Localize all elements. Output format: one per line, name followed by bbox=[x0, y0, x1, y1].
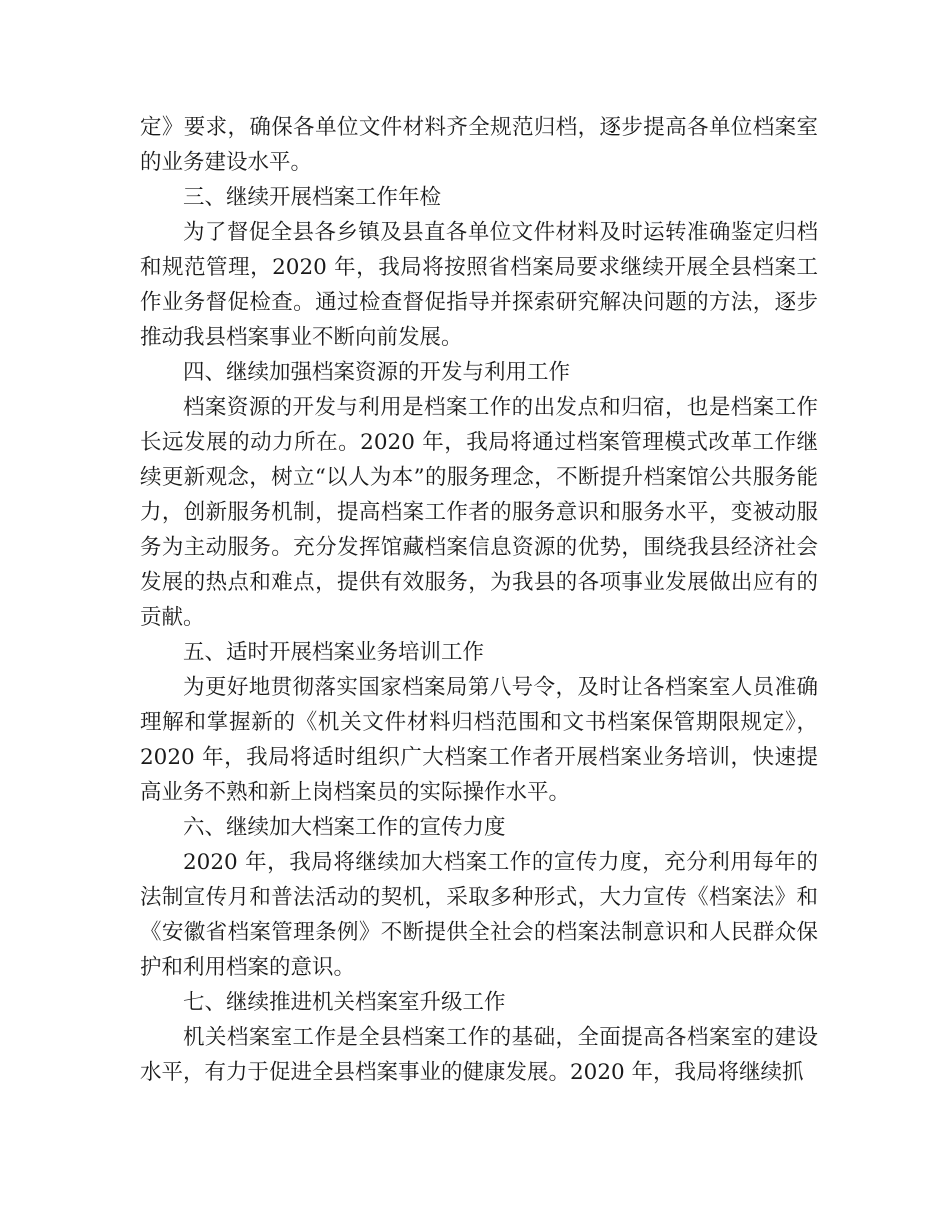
section-heading-7: 七、继续推进机关档案室升级工作 bbox=[183, 990, 506, 1015]
section-heading-5: 五、适时开展档案业务培训工作 bbox=[183, 640, 485, 665]
paragraph: 机关档案室工作是全县档案工作的基础，全面提高各档案室的建设水平，有力于促进全县档案事业的健康发展。2020 年，我局将继续抓 bbox=[140, 1025, 818, 1085]
paragraph: 为了督促全县各乡镇及县直各单位文件材料及时运转准确鉴定归档和规范管理，2020 年，我局将按照省档案局要求继续开展全县档案工作业务督促检查。通过检查督促指导并探索研究解决问题的方法，逐步推动我县档案事业不断向前发展。 bbox=[140, 220, 818, 350]
section-heading-6: 六、继续加大档案工作的宣传力度 bbox=[183, 815, 506, 840]
document-body bbox=[140, 110, 818, 1090]
paragraph: 为更好地贯彻落实国家档案局第八号令，及时让各档案室人员准确理解和掌握新的《机关文件材料归档范围和文书档案保管期限规定》，2020 年，我局将适时组织广大档案工作者开展档案业务培训，快速提高业务不熟和新上岗档案员的实际操作水平。 bbox=[140, 675, 818, 805]
paragraph: 2020 年，我局将继续加大档案工作的宣传力度，充分利用每年的法制宣传月和普法活动的契机，采取多种形式，大力宣传《档案法》和《安徽省档案管理条例》不断提供全社会的档案法制意识和人民群众保护和利用档案的意识。 bbox=[140, 850, 818, 980]
paragraph-continued: 定》要求，确保各单位文件材料齐全规范归档，逐步提高各单位档案室的业务建设水平。 bbox=[140, 115, 818, 175]
section-heading-4: 四、继续加强档案资源的开发与利用工作 bbox=[183, 360, 571, 385]
paragraph: 档案资源的开发与利用是档案工作的出发点和归宿，也是档案工作长远发展的动力所在。2020 年，我局将通过档案管理模式改革工作继续更新观念，树立“以人为本”的服务理念，不断提升档案馆公共服务能力，创新服务机制，提高档案工作者的服务意识和服务水平，变被动服务为主动服务。充分发挥馆藏档案信息资源的优势，围绕我县经济社会发展的热点和难点，提供有效服务，为我县的各项事业发展做出应有的贡献。 bbox=[140, 395, 818, 630]
section-heading-3: 三、继续开展档案工作年检 bbox=[183, 185, 442, 210]
